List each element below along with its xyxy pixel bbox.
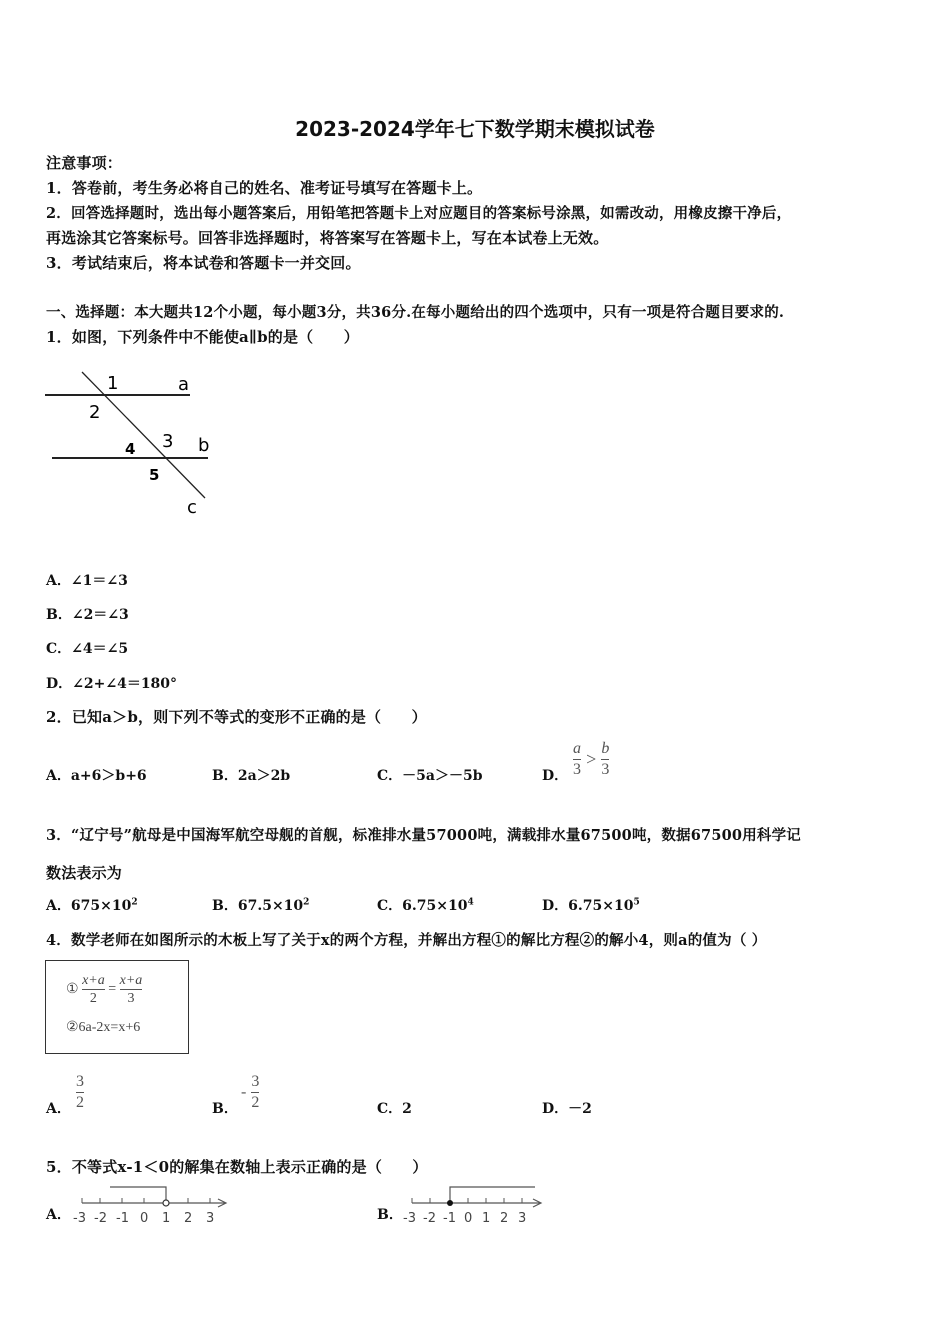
number-line-b-tick-label: 1 [482, 1211, 491, 1226]
fraction-a-over-3: $\frac{a}{3}$ [573, 740, 581, 778]
fraction-b-over-3: $\frac{b}{3}$ [601, 740, 610, 778]
number-line-b [400, 1182, 550, 1230]
parallel-lines-figure [40, 365, 230, 525]
number-line-b-tick-label: -2 [423, 1211, 436, 1226]
question-4-stem: 4．数学老师在如图所示的木板上写了关于x的两个方程，并解出方程①的解比方程②的解小4，则a的值为（ ） [46, 932, 767, 949]
q1-option-d: D．∠2+∠4＝180° [46, 676, 178, 692]
notice-heading: 注意事项： [46, 154, 123, 172]
q3-option-d: D．$6.75\times 10^5$ [542, 897, 640, 914]
q2-option-d-expression: $\frac{a}{3}$ > $\frac{b}{3}$ [573, 740, 610, 778]
line-label-a: a [178, 374, 190, 395]
number-line-a-tick-label: 2 [184, 1211, 193, 1226]
number-line-b-closed-point [447, 1200, 453, 1206]
q5-option-a-label: A． [46, 1207, 71, 1223]
equation-board [45, 960, 189, 1054]
q1-option-a: A．∠1＝∠3 [46, 573, 128, 589]
q2-option-d-label: D． [542, 768, 569, 784]
number-line-b-tick-label: 2 [500, 1211, 509, 1226]
number-line-a-tick-label: -3 [73, 1211, 86, 1226]
q4-option-a-fraction: $\frac{3}{2}$ [76, 1073, 84, 1111]
number-line-a-ticks [82, 1198, 210, 1203]
line-label-b: b [198, 435, 210, 456]
angle-label-5: 5 [149, 466, 160, 484]
q1-option-b: B．∠2＝∠3 [46, 607, 129, 623]
question-3-stem-line-1: 3．“辽宁号”航母是中国海军航空母舰的首舰，标准排水量57000吨，满载排水量67500吨，数据67500用科学记 [46, 827, 802, 844]
equation-2: ②6a-2x=x+6 [66, 1020, 141, 1035]
number-line-b-tick-label: -1 [443, 1211, 456, 1226]
number-line-a-tick-label: -1 [116, 1211, 129, 1226]
q4-option-c: C．2 [377, 1101, 412, 1117]
question-5-stem: 5．不等式x-1＜0的解集在数轴上表示正确的是（ ） [46, 1158, 428, 1176]
q4-option-b-fraction: - $\frac{3}{2}$ [241, 1073, 260, 1111]
q5-option-b-label: B． [377, 1207, 403, 1223]
notice-line-4: 3．考试结束后，将本试卷和答题卡一并交回。 [46, 254, 361, 272]
number-line-a-solution-ray [110, 1187, 166, 1203]
q2-option-c: C．－5a＞－5b [377, 768, 483, 784]
section-heading: 一、选择题：本大题共12个小题，每小题3分，共36分.在每小题给出的四个选项中，只有一项是符合题目要求的. [46, 304, 785, 321]
number-line-a-tick-label: -2 [94, 1211, 107, 1226]
q4-option-d: D．－2 [542, 1101, 592, 1117]
question-2-stem: 2．已知a＞b，则下列不等式的变形不正确的是（ ） [46, 708, 427, 726]
angle-label-2: 2 [89, 402, 101, 423]
number-line-a [70, 1182, 235, 1230]
number-line-a-tick-label: 1 [162, 1211, 171, 1226]
number-line-a-tick-label: 0 [140, 1211, 149, 1226]
question-1-stem: 1．如图，下列条件中不能使a∥b的是（ ） [46, 328, 359, 346]
q3-option-c: C．$6.75\times 10^4$ [377, 897, 474, 914]
q3-option-a: A．$675\times 10^2$ [46, 897, 138, 914]
angle-label-1: 1 [107, 373, 119, 394]
number-line-b-tick-label: 0 [464, 1211, 473, 1226]
number-line-b-tick-label: -3 [403, 1211, 416, 1226]
notice-line-2: 2．回答选择题时，选出每小题答案后，用铅笔把答题卡上对应题目的答案标号涂黑，如需改动，用橡皮擦干净后， [46, 205, 792, 222]
equation-1: ① $\frac{x+a}{2}$ = $\frac{x+a}{3}$ [66, 973, 143, 1006]
number-line-a-tick-label: 3 [206, 1211, 215, 1226]
number-line-a-open-point [163, 1200, 169, 1206]
q2-option-a: A．a+6＞b+6 [46, 768, 147, 784]
question-3-stem-line-2: 数法表示为 [46, 864, 123, 882]
notice-line-3: 再选涂其它答案标号。回答非选择题时，将答案写在答题卡上，写在本试卷上无效。 [46, 229, 609, 247]
q3-option-b: B．$67.5\times 10^2$ [212, 897, 310, 914]
line-label-c: c [187, 497, 197, 518]
q4-option-b-label: B． [212, 1101, 238, 1117]
page-title: 2023-2024学年七下数学期末模拟试卷 [295, 117, 655, 141]
number-line-b-tick-label: 3 [518, 1211, 527, 1226]
q4-option-a-label: A． [46, 1101, 71, 1117]
q2-option-b: B．2a＞2b [212, 768, 291, 784]
number-line-b-ticks [412, 1198, 522, 1203]
notice-line-1: 1．答卷前，考生务必将自己的姓名、准考证号填写在答题卡上。 [46, 179, 483, 197]
angle-label-3: 3 [162, 431, 174, 452]
angle-label-4: 4 [125, 440, 136, 458]
q1-option-c: C．∠4＝∠5 [46, 641, 129, 657]
